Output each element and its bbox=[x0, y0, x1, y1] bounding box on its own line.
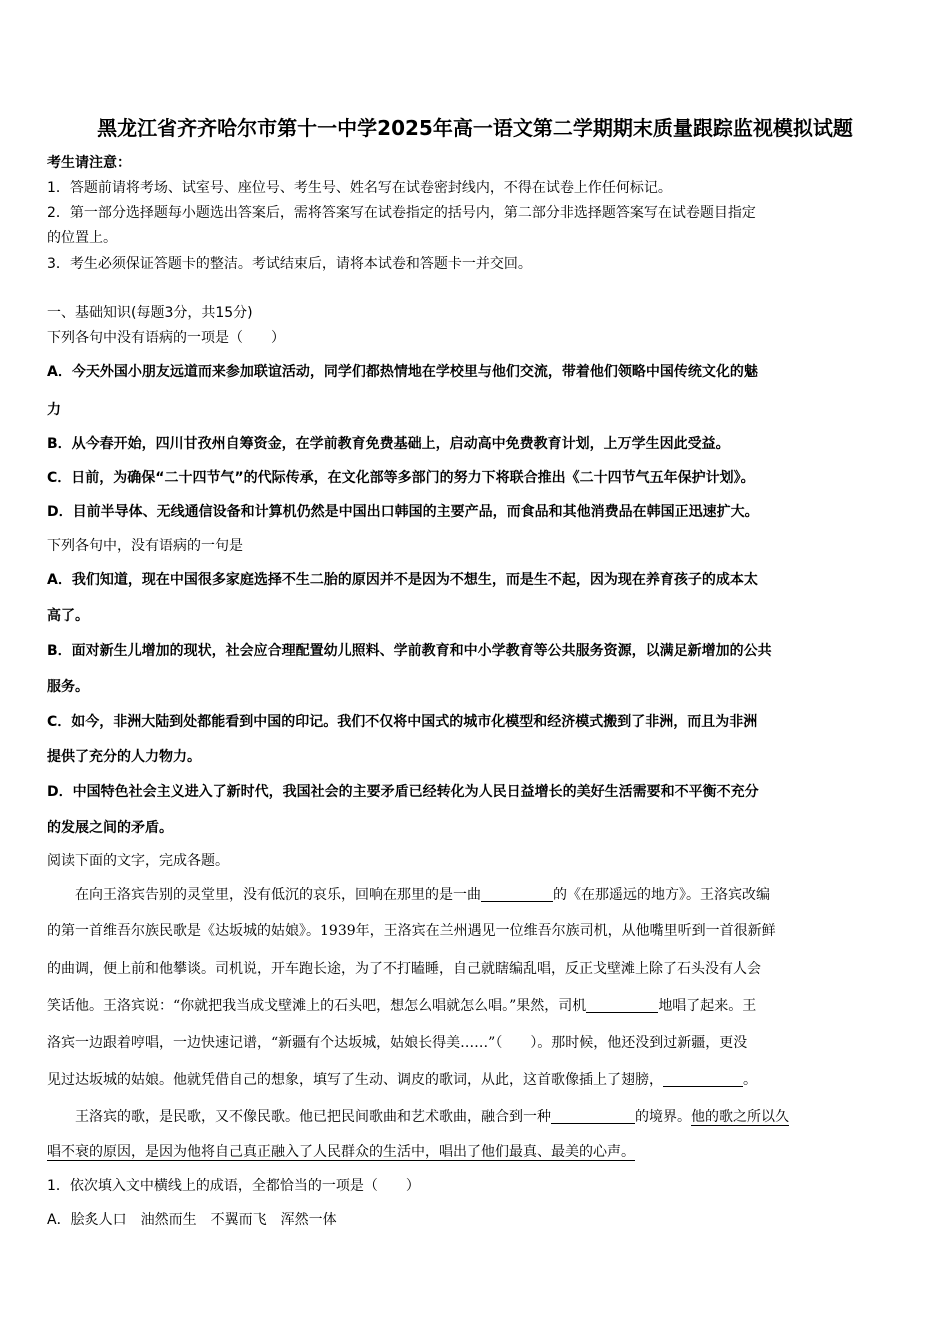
option-a: A．今天外国小朋友远道而来参加联谊活动，同学们都热情地在学校里与他们交流，带着他们领略中国传统文化的魅 bbox=[47, 364, 758, 380]
option-b: B．从今春开始，四川甘孜州自筹资金，在学前教育免费基础上，启动高中免费教育计划，上万学生因此受益。 bbox=[47, 436, 730, 452]
underlined-sentence: 他的歌之所以久 bbox=[691, 1109, 789, 1125]
option-d: D．目前半导体、无线通信设备和计算机仍然是中国出口韩国的主要产品，而食品和其他消费品在韩国正迅速扩大。 bbox=[47, 504, 759, 520]
answer-blank bbox=[663, 1072, 743, 1087]
passage-text: 王洛宾的歌，是民歌，又不像民歌。他已把民间歌曲和艺术歌曲，融合到一种 bbox=[75, 1109, 551, 1125]
answer-blank bbox=[551, 1109, 635, 1124]
section-heading: 一、基础知识(每题3分，共15分) bbox=[47, 305, 253, 321]
passage-text: 的境界。 bbox=[635, 1109, 691, 1125]
option-d: D．中国特色社会主义进入了新时代，我国社会的主要矛盾已经转化为人民日益增长的美好生活需要和不平衡不充分 bbox=[47, 784, 759, 800]
question-stem: 下列各句中，没有语病的一句是 bbox=[47, 538, 243, 554]
passage-text: 的《在那遥远的地方》。王洛宾改编 bbox=[553, 887, 770, 903]
option-c-cont: 提供了充分的人力物力。 bbox=[47, 749, 201, 765]
notice-item: 1．答题前请将考场、试室号、座位号、考生号、姓名写在试卷密封线内，不得在试卷上作任何标记。 bbox=[47, 180, 672, 196]
notice-heading: 考生请注意： bbox=[47, 155, 131, 171]
passage-text: 。 bbox=[743, 1072, 757, 1088]
page-title: 黑龙江省齐齐哈尔市第十一中学2025年高一语文第二学期期末质量跟踪监视模拟试题 bbox=[97, 116, 853, 140]
passage-text: 笑话他。王洛宾说：“你就把我当成戈壁滩上的石头吧，想怎么唱就怎么唱。”果然，司机 bbox=[47, 998, 587, 1014]
passage-text: 见过达坂城的姑娘。他就凭借自己的想象，填写了生动、调皮的歌词，从此，这首歌像插上了翅膀， bbox=[47, 1072, 663, 1088]
option-a: A．脍炙人口 油然而生 不翼而飞 浑然一体 bbox=[47, 1212, 337, 1228]
passage-line bbox=[47, 1069, 757, 1089]
question-stem: 1．依次填入文中横线上的成语，全都恰当的一项是（ ） bbox=[47, 1178, 420, 1194]
answer-blank bbox=[481, 887, 553, 902]
option-a-cont: 力 bbox=[47, 402, 61, 418]
answer-blank bbox=[586, 998, 658, 1013]
option-c: C．日前，为确保“二十四节气”的代际传承，在文化部等多部门的努力下将联合推出《二十四节气五年保护计划》。 bbox=[47, 470, 755, 486]
passage-line: 洛宾一边跟着哼唱，一边快速记谱，“新疆有个达坂城，姑娘长得美……”（ ）。那时候，他还没到过新疆，更没 bbox=[47, 1035, 748, 1051]
question-stem: 下列各句中没有语病的一项是（ ） bbox=[47, 330, 285, 346]
passage-text: 地唱了起来。王 bbox=[658, 998, 757, 1014]
underlined-sentence: 唱不衰的原因，是因为他将自己真正融入了人民群众的生活中，唱出了他们最真、最美的心声。 bbox=[47, 1144, 635, 1160]
passage-line bbox=[75, 884, 770, 904]
passage-text: 在向王洛宾告别的灵堂里，没有低沉的哀乐，回响在那里的是一曲 bbox=[75, 887, 481, 903]
passage-line: 的第一首维吾尔族民歌是《达坂城的姑娘》。1939年，王洛宾在兰州遇见一位维吾尔族司机，从他嘴里听到一首很新鲜 bbox=[47, 923, 776, 939]
passage-line: 的曲调，便上前和他攀谈。司机说，开车跑长途，为了不打瞌睡，自己就瞎编乱唱，反正戈壁滩上除了石头没有人会 bbox=[47, 961, 761, 977]
notice-item: 2．第一部分选择题每小题选出答案后，需将答案写在试卷指定的括号内，第二部分非选择题答案写在试卷题目指定 bbox=[47, 205, 756, 221]
option-a-cont: 高了。 bbox=[47, 608, 89, 624]
passage-line bbox=[47, 995, 756, 1015]
reading-intro: 阅读下面的文字，完成各题。 bbox=[47, 853, 229, 869]
option-b-cont: 服务。 bbox=[47, 679, 89, 695]
notice-item: 的位置上。 bbox=[47, 230, 117, 246]
passage-line bbox=[75, 1106, 789, 1126]
option-d-cont: 的发展之间的矛盾。 bbox=[47, 820, 173, 836]
option-c: C．如今，非洲大陆到处都能看到中国的印记。我们不仅将中国式的城市化模型和经济模式搬到了非洲，而且为非洲 bbox=[47, 714, 758, 730]
option-b: B．面对新生儿增加的现状，社会应合理配置幼儿照料、学前教育和中小学教育等公共服务资源，以满足新增加的公共 bbox=[47, 643, 772, 659]
notice-item: 3．考生必须保证答题卡的整洁。考试结束后，请将本试卷和答题卡一并交回。 bbox=[47, 256, 532, 272]
option-a: A．我们知道，现在中国很多家庭选择不生二胎的原因并不是因为不想生，而是生不起，因为现在养育孩子的成本太 bbox=[47, 572, 758, 588]
